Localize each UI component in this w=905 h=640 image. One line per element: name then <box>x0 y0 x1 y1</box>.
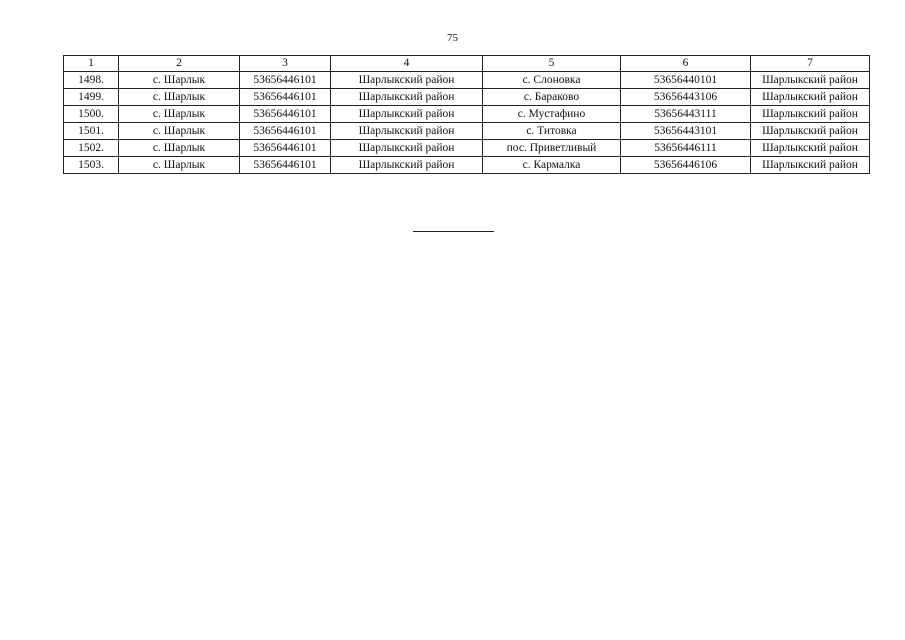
closing-rule-divider <box>413 231 494 232</box>
row-number-cell: 1501. <box>64 123 119 140</box>
destination-settlement-cell: с. Бараково <box>483 89 621 106</box>
column-header: 2 <box>119 56 240 72</box>
row-number-cell: 1500. <box>64 106 119 123</box>
destination-district-cell: Шарлыкский район <box>751 157 870 174</box>
table-header-row <box>64 56 870 72</box>
row-number-cell: 1502. <box>64 140 119 157</box>
origin-settlement-cell: с. Шарлык <box>119 140 240 157</box>
destination-code-cell: 53656443101 <box>621 123 751 140</box>
settlements-table <box>63 55 870 174</box>
destination-code-cell: 53656443106 <box>621 89 751 106</box>
destination-settlement-cell: пос. Приветливый <box>483 140 621 157</box>
table-row <box>64 140 870 157</box>
table-row <box>64 157 870 174</box>
origin-settlement-cell: с. Шарлык <box>119 72 240 89</box>
origin-code-cell: 53656446101 <box>240 106 331 123</box>
origin-settlement-cell: с. Шарлык <box>119 157 240 174</box>
table-row <box>64 72 870 89</box>
origin-district-cell: Шарлыкский район <box>331 140 483 157</box>
origin-code-cell: 53656446101 <box>240 72 331 89</box>
column-header: 1 <box>64 56 119 72</box>
destination-code-cell: 53656446106 <box>621 157 751 174</box>
destination-code-cell: 53656446111 <box>621 140 751 157</box>
destination-settlement-cell: с. Мустафино <box>483 106 621 123</box>
destination-code-cell: 53656443111 <box>621 106 751 123</box>
page-number: 75 <box>447 32 458 44</box>
column-header: 4 <box>331 56 483 72</box>
origin-code-cell: 53656446101 <box>240 89 331 106</box>
origin-district-cell: Шарлыкский район <box>331 106 483 123</box>
destination-settlement-cell: с. Слоновка <box>483 72 621 89</box>
origin-code-cell: 53656446101 <box>240 140 331 157</box>
destination-district-cell: Шарлыкский район <box>751 140 870 157</box>
destination-settlement-cell: с. Титовка <box>483 123 621 140</box>
origin-district-cell: Шарлыкский район <box>331 123 483 140</box>
destination-district-cell: Шарлыкский район <box>751 106 870 123</box>
destination-district-cell: Шарлыкский район <box>751 89 870 106</box>
origin-district-cell: Шарлыкский район <box>331 157 483 174</box>
table-row <box>64 106 870 123</box>
origin-district-cell: Шарлыкский район <box>331 89 483 106</box>
column-header: 5 <box>483 56 621 72</box>
origin-district-cell: Шарлыкский район <box>331 72 483 89</box>
column-header: 6 <box>621 56 751 72</box>
row-number-cell: 1499. <box>64 89 119 106</box>
table-row <box>64 123 870 140</box>
destination-district-cell: Шарлыкский район <box>751 72 870 89</box>
destination-settlement-cell: с. Кармалка <box>483 157 621 174</box>
column-header: 7 <box>751 56 870 72</box>
origin-code-cell: 53656446101 <box>240 123 331 140</box>
origin-settlement-cell: с. Шарлык <box>119 106 240 123</box>
row-number-cell: 1503. <box>64 157 119 174</box>
row-number-cell: 1498. <box>64 72 119 89</box>
destination-district-cell: Шарлыкский район <box>751 123 870 140</box>
origin-settlement-cell: с. Шарлык <box>119 123 240 140</box>
column-header: 3 <box>240 56 331 72</box>
origin-settlement-cell: с. Шарлык <box>119 89 240 106</box>
origin-code-cell: 53656446101 <box>240 157 331 174</box>
destination-code-cell: 53656440101 <box>621 72 751 89</box>
table-row <box>64 89 870 106</box>
